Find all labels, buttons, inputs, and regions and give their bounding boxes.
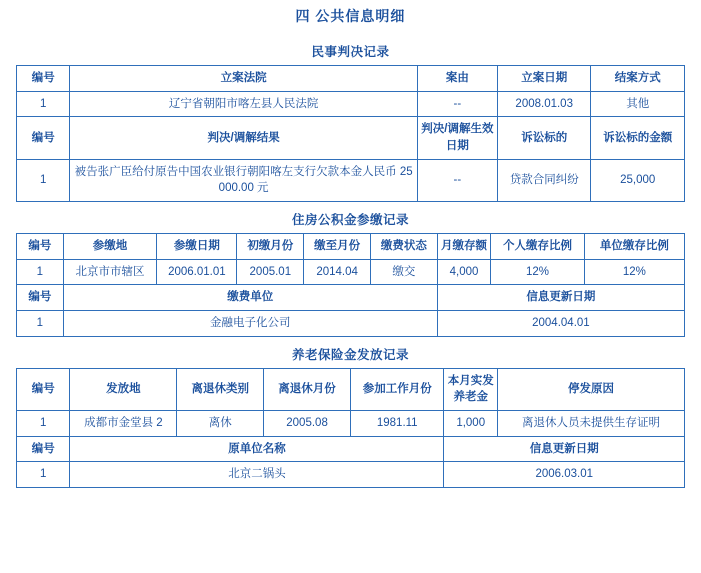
table-cell: 2005.01 — [237, 259, 304, 285]
section-title-pension: 养老保险金发放记录 — [291, 347, 409, 362]
column-header: 诉讼标的 — [497, 117, 591, 159]
pension-table — [16, 368, 685, 488]
table-cell: 4,000 — [437, 259, 490, 285]
table-cell: 2008.01.03 — [497, 91, 591, 117]
table-cell: 1 — [17, 311, 64, 337]
table-cell: 缴交 — [371, 259, 438, 285]
table-cell: 25,000 — [591, 159, 685, 201]
table-cell: 2006.01.01 — [157, 259, 237, 285]
table-cell: 12% — [491, 259, 585, 285]
table-header-row — [17, 368, 685, 410]
column-header: 月缴存额 — [437, 234, 490, 260]
column-header: 参加工作月份 — [350, 368, 444, 410]
table-row — [17, 159, 685, 201]
column-header: 结案方式 — [591, 66, 685, 92]
column-header: 判决/调解生效日期 — [417, 117, 497, 159]
table-cell: 1,000 — [444, 411, 497, 437]
table-header-row — [17, 436, 685, 462]
column-header: 参缴地 — [63, 234, 157, 260]
civil-judgement-case-table — [16, 65, 685, 202]
table-cell: -- — [417, 159, 497, 201]
table-cell: 2014.04 — [304, 259, 371, 285]
table-cell: 成都市金堂县 2 — [70, 411, 177, 437]
table-header-row — [17, 66, 685, 92]
column-header: 缴费单位 — [63, 285, 437, 311]
housing-fund-table — [16, 233, 685, 337]
column-header: 缴至月份 — [304, 234, 371, 260]
column-header: 编号 — [17, 234, 64, 260]
pension-table-wrap — [14, 368, 687, 488]
column-header: 单位缴存比例 — [584, 234, 684, 260]
column-header: 案由 — [417, 66, 497, 92]
table-row — [17, 259, 685, 285]
column-header: 信息更新日期 — [444, 436, 685, 462]
housing-fund-table-wrap — [14, 233, 687, 337]
column-header: 立案法院 — [70, 66, 417, 92]
column-header: 判决/调解结果 — [70, 117, 417, 159]
table-cell: 1981.11 — [350, 411, 444, 437]
column-header: 离退休月份 — [264, 368, 351, 410]
column-header: 诉讼标的金额 — [591, 117, 685, 159]
table-cell: 2005.08 — [264, 411, 351, 437]
column-header: 立案日期 — [497, 66, 591, 92]
table-cell: 北京市市辖区 — [63, 259, 157, 285]
table-header-row — [17, 285, 685, 311]
column-header: 个人缴存比例 — [491, 234, 585, 260]
table-row — [17, 91, 685, 117]
column-header: 信息更新日期 — [437, 285, 684, 311]
column-header: 缴费状态 — [371, 234, 438, 260]
table-cell: 贷款合同纠纷 — [497, 159, 591, 201]
table-cell: 金融电子化公司 — [63, 311, 437, 337]
column-header: 编号 — [17, 117, 70, 159]
table-cell: 1 — [17, 91, 70, 117]
table-cell: 1 — [17, 462, 70, 488]
table-header-row — [17, 117, 685, 159]
table-cell: 2006.03.01 — [444, 462, 685, 488]
section-title-civil-judgement: 民事判决记录 — [311, 45, 390, 59]
table-header-row — [17, 234, 685, 260]
table-cell: 辽宁省朝阳市喀左县人民法院 — [70, 91, 417, 117]
table-cell: 被告张广臣给付原告中国农业银行朝阳喀左支行欠款本金人民币 25000.00 元 — [70, 159, 417, 201]
table-cell: 12% — [584, 259, 684, 285]
table-cell: 离休 — [177, 411, 264, 437]
column-header: 停发原因 — [497, 368, 684, 410]
table-cell: -- — [417, 91, 497, 117]
table-cell: 1 — [17, 159, 70, 201]
table-row — [17, 462, 685, 488]
table-cell: 北京二锅头 — [70, 462, 444, 488]
column-header: 编号 — [17, 368, 70, 410]
column-header: 本月实发养老金 — [444, 368, 497, 410]
civil-judgement-case-table-wrap — [14, 65, 687, 202]
table-cell: 1 — [17, 411, 70, 437]
column-header: 参缴日期 — [157, 234, 237, 260]
column-header: 编号 — [17, 285, 64, 311]
column-header: 编号 — [17, 66, 70, 92]
section-title-housing-fund: 住房公积金参缴记录 — [291, 213, 409, 228]
page-title: 四 公共信息明细 — [295, 8, 406, 24]
column-header: 初缴月份 — [237, 234, 304, 260]
table-cell: 2004.04.01 — [437, 311, 684, 337]
table-cell: 其他 — [591, 91, 685, 117]
table-cell: 1 — [17, 259, 64, 285]
column-header: 离退休类别 — [177, 368, 264, 410]
column-header: 原单位名称 — [70, 436, 444, 462]
table-row — [17, 311, 685, 337]
column-header: 发放地 — [70, 368, 177, 410]
table-row — [17, 411, 685, 437]
table-cell: 离退休人员未提供生存证明 — [497, 411, 684, 437]
column-header: 编号 — [17, 436, 70, 462]
